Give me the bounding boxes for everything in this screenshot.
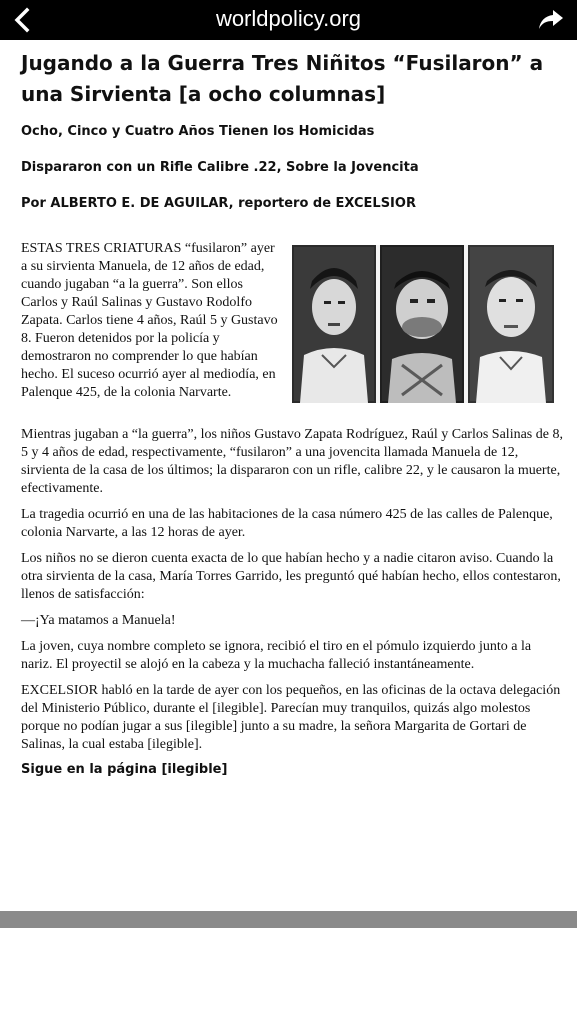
article-paragraph: EXCELSIOR habló en la tarde de ayer con los pequeños, en las oficinas de la octava delegación del Ministerio Público, durante el [ilegible]. Parecían muy tranquilos, quizás algo molestos porque no podían jugar a sus [ilegible] junto a su madre, la señora Margarita de Gortari de Salinas, la cual estaba [ilegible]. xyxy=(21,683,561,752)
top-navigation-bar xyxy=(0,0,577,40)
article-content xyxy=(0,40,577,912)
article-byline: Por ALBERTO E. DE AGUILAR, reportero de EXCELSIOR xyxy=(21,196,416,211)
continue-on-page-link[interactable]: Sigue en la página [ilegible] xyxy=(21,762,228,777)
bottom-divider-bar xyxy=(0,911,577,928)
child-portrait-3 xyxy=(468,245,554,403)
article-paragraph: —¡Ya matamos a Manuela! xyxy=(21,613,176,628)
article-subhead-2: Dispararon con un Rifle Calibre .22, Sobre la Jovencita xyxy=(21,160,419,175)
article-paragraph: Mientras jugaban a “la guerra”, los niños Gustavo Zapata Rodríguez, Raúl y Carlos Salinas de 8, 5 y 4 años de edad, respectivamente, “fusilaron” a una jovencita llamada Manuela de 12, sirvienta de la casa de los últimos; la dispararon con un rifle, calibre 22, y le causaron la muerte, efectivamente. xyxy=(21,427,563,496)
article-paragraph: La joven, cuya nombre completo se ignora, recibió el tiro en el pómulo izquierdo junto a la nariz. El proyectil se alojó en la cabeza y la muchacha falleció instantáneamente. xyxy=(21,639,532,672)
article-body xyxy=(21,426,566,762)
newspaper-photo-three-children xyxy=(292,245,554,403)
site-domain: worldpolicy.org xyxy=(215,6,362,31)
child-portrait-1 xyxy=(292,245,376,403)
article-headline: Jugando a la Guerra Tres Niñitos “Fusilaron” a una Sirvienta [a ocho columnas] xyxy=(21,51,544,106)
article-subhead-1: Ocho, Cinco y Cuatro Años Tienen los Homicidas xyxy=(21,124,375,139)
share-arrow-icon xyxy=(537,8,565,32)
article-paragraph: Los niños no se dieron cuenta exacta de lo que habían hecho y a nadie citaron aviso. Cuando la otra sirvienta de la casa, María Torres Garrido, les preguntó qué habían hecho, ellos contestaron, llenos de satisfacción: xyxy=(21,551,561,602)
photo-image xyxy=(292,245,554,403)
share-button[interactable] xyxy=(533,4,569,36)
article-paragraph-intro: ESTAS TRES CRIATURAS “fusilaron” ayer a su sirvienta Manuela, de 12 años de edad, cuando jugaban “a la guerra”. Son ellos Carlos y Raúl Salinas y Gustavo Rodolfo Zapata. Carlos tiene 4 años, Raúl 5 y Gustavo 8. Fueron detenidos por la policía y demostraron no comprender lo que habían hecho. El suceso ocurrió ayer al mediodía, en Palenque 425, de la colonia Narvarte. xyxy=(21,241,278,400)
article-paragraph: La tragedia ocurrió en una de las habitaciones de la casa número 425 de las calles de Palenque, colonia Narvarte, a las 12 horas de ayer. xyxy=(21,507,553,540)
child-portrait-2 xyxy=(380,245,464,403)
